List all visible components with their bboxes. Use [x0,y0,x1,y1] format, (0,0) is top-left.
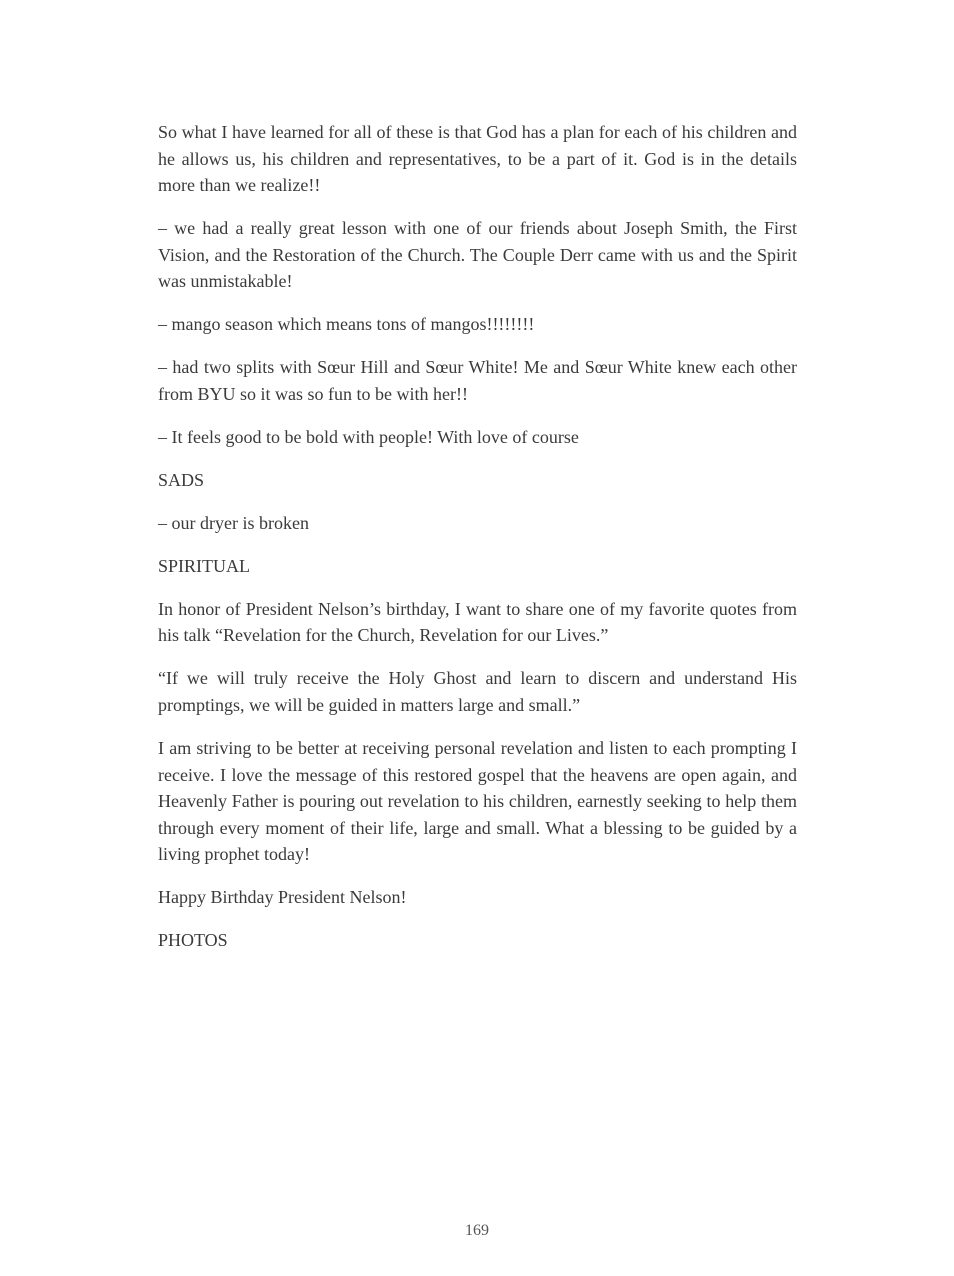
paragraph-lesson-learned: So what I have learned for all of these is that God has a plan for each of his children and he allows us, his children and representatives, to be a part of it. God is in the details more than we realize!! [158,122,797,196]
paragraph-quote: “If we will truly receive the Holy Ghost and learn to discern and understand His promptings, we will be guided in matters large and small.” [158,668,797,716]
paragraph-bold: – It feels good to be bold with people! With love of course [158,426,579,447]
paragraph-great-lesson: – we had a really great lesson with one of our friends about Joseph Smith, the First Vision, and the Restoration of the Church. The Couple Derr came with us and the Spirit was unmistakable! [158,218,797,292]
page-body [158,119,797,970]
section-heading-spiritual: SPIRITUAL [158,555,251,576]
paragraph-personal-revelation: I am striving to be better at receiving personal revelation and listen to each prompting I receive. I love the message of this restored gospel that the heavens are open again, and Heavenly Father is pouring out revelation to his children, earnestly seeking to help them through every moment of their life, large and small. What a blessing to be guided by a living prophet today! [158,738,797,865]
paragraph-dryer: – our dryer is broken [158,512,309,533]
paragraph-splits: – had two splits with Sœur Hill and Sœur White! Me and Sœur White knew each other from BYU so it was so fun to be with her!! [158,357,797,404]
paragraph-happy-birthday: Happy Birthday President Nelson! [158,887,407,908]
section-heading-sads: SADS [158,469,205,490]
section-heading-photos: PHOTOS [158,930,228,951]
paragraph-president-nelson: In honor of President Nelson’s birthday, I want to share one of my favorite quotes from his talk “Revelation for the Church, Revelation for our Lives.” [158,598,797,646]
page-number: 169 [465,1222,489,1239]
paragraph-mango-season: – mango season which means tons of mangos!!!!!!!! [158,314,535,335]
